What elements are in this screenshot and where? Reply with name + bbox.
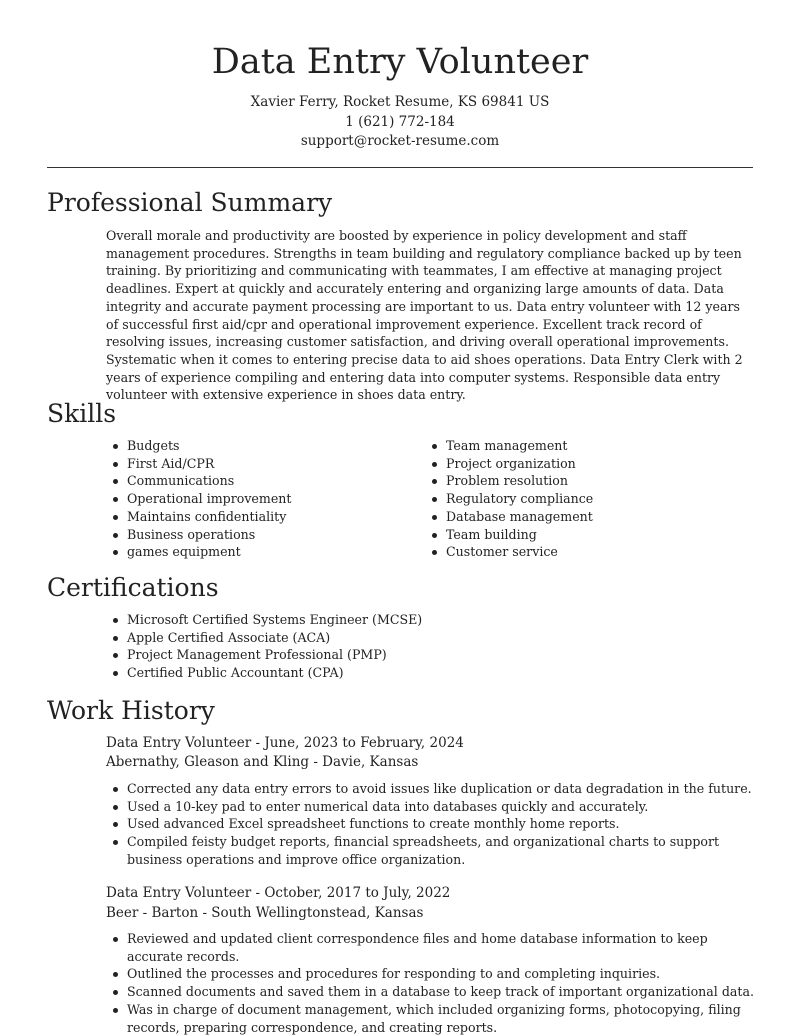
contact-phone: 1 (621) 772-184 xyxy=(345,113,455,130)
job-title-line: Data Entry Volunteer - June, 2023 to February, 2024 xyxy=(106,735,464,751)
skills-heading: Skills xyxy=(47,399,117,428)
job-company-line: Beer - Barton - South Wellingtonstead, Kansas xyxy=(106,905,424,921)
skill-item: Maintains confidentiality xyxy=(106,508,406,526)
job-bullet: Scanned documents and saved them in a database to keep track of important organizational data. xyxy=(106,983,754,1001)
job-bullet: Was in charge of document management, which included organizing forms, photocopying, filing records, preparing correspondence, and creating reports. xyxy=(106,1001,754,1035)
skill-item: Budgets xyxy=(106,437,406,455)
skill-item: Communications xyxy=(106,472,406,490)
job-bullet: Corrected any data entry errors to avoid issues like duplication or data degradation in the future. xyxy=(106,780,754,798)
summary-heading: Professional Summary xyxy=(47,188,333,217)
contact-info xyxy=(0,93,800,152)
skill-item: Operational improvement xyxy=(106,490,406,508)
skill-item: Business operations xyxy=(106,526,406,544)
skill-item: Project organization xyxy=(425,455,725,473)
skill-item: Regulatory compliance xyxy=(425,490,725,508)
skill-item: Team management xyxy=(425,437,725,455)
job-bullets xyxy=(106,780,754,869)
header-divider xyxy=(47,167,753,168)
resume-name-title: Data Entry Volunteer xyxy=(211,42,589,82)
certification-item: Apple Certified Associate (ACA) xyxy=(106,629,754,647)
summary-text: Overall morale and productivity are boosted by experience in policy development and staff management procedures. Strengths in team building and regulatory compliance backed up by teen training. By prioritizing and communicating with teammates, I am effective at managing project deadlines. Expert at quickly and accurately entering and organizing large amounts of data. Data integrity and accurate payment processing are important to us. Data entry volunteer with 12 years of successful first aid/cpr and operational improvement experience. Excellent track record of resolving issues, increasing customer satisfaction, and driving overall operational improvements. Systematic when it comes to entering precise data to aid shoes operations. Data Entry Clerk with 2 years of experience compiling and entering data into computer systems. Responsible data entry volunteer with extensive experience in shoes data entry. xyxy=(106,228,743,403)
skill-item: Team building xyxy=(425,526,725,544)
skills-list-right xyxy=(425,437,725,561)
certifications-heading: Certifications xyxy=(47,573,219,602)
work-history-heading: Work History xyxy=(47,696,215,725)
job-bullet: Reviewed and updated client correspondence files and home database information to keep accurate records. xyxy=(106,930,754,965)
skill-item: First Aid/CPR xyxy=(106,455,406,473)
job-bullets xyxy=(106,930,754,1035)
skill-item: Database management xyxy=(425,508,725,526)
certifications-list xyxy=(106,611,754,682)
certification-item: Project Management Professional (PMP) xyxy=(106,646,754,664)
contact-email: support@rocket-resume.com xyxy=(300,133,500,149)
skills-list-left xyxy=(106,437,406,561)
certification-item: Certified Public Accountant (CPA) xyxy=(106,664,754,682)
job-title-line: Data Entry Volunteer - October, 2017 to July, 2022 xyxy=(106,885,451,901)
skill-item: Problem resolution xyxy=(425,472,725,490)
job-bullet: Used a 10-key pad to enter numerical data into databases quickly and accurately. xyxy=(106,798,754,816)
skill-item: games equipment xyxy=(106,543,406,561)
job-bullet: Used advanced Excel spreadsheet functions to create monthly home reports. xyxy=(106,815,754,833)
certification-item: Microsoft Certified Systems Engineer (MCSE) xyxy=(106,611,754,629)
job-bullet: Outlined the processes and procedures for responding to and completing inquiries. xyxy=(106,965,754,983)
contact-address: Xavier Ferry, Rocket Resume, KS 69841 US xyxy=(250,94,550,110)
skill-item: Customer service xyxy=(425,543,725,561)
job-bullet: Compiled feisty budget reports, financial spreadsheets, and organizational charts to support business operations and improve office organization. xyxy=(106,833,754,868)
job-company-line: Abernathy, Gleason and Kling - Davie, Kansas xyxy=(106,754,419,770)
